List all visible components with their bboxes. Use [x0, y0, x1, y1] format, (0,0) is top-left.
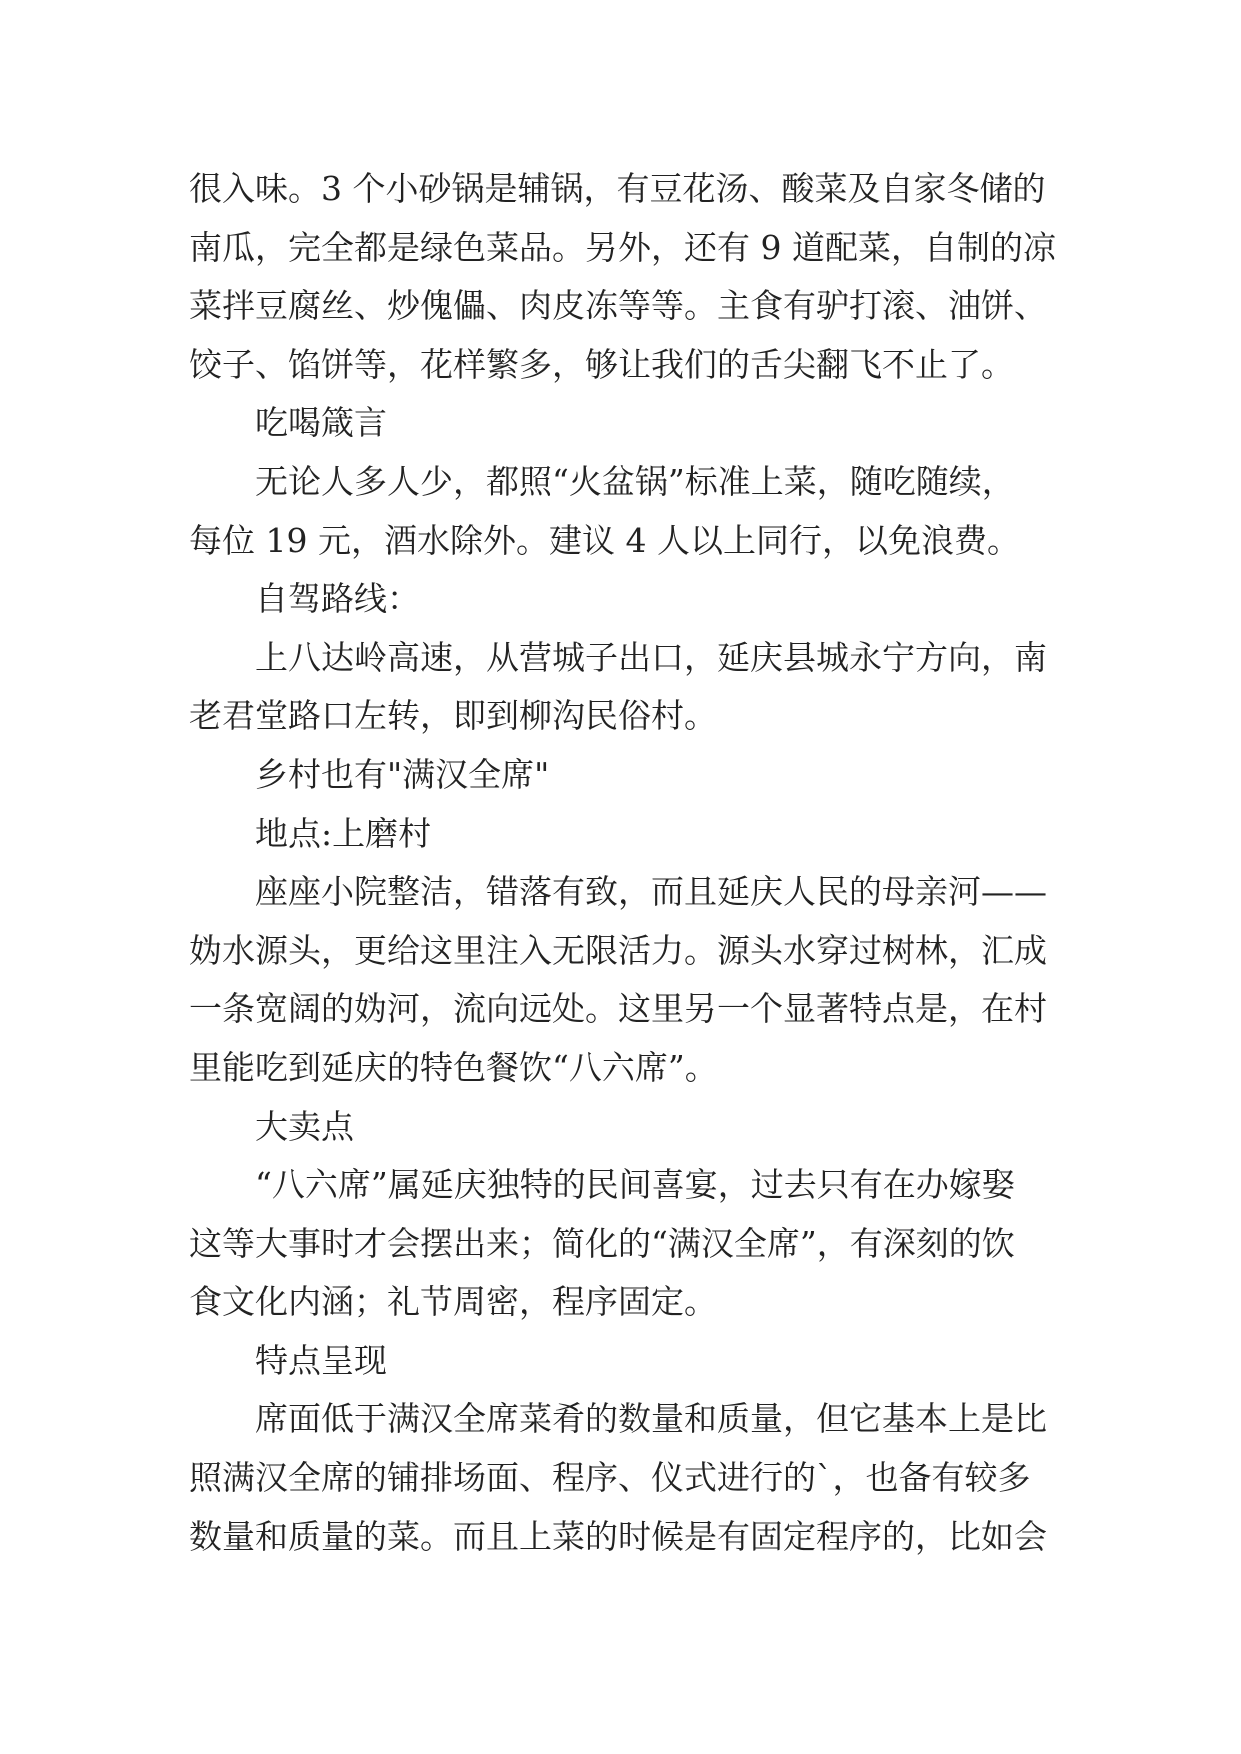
location-line: 地点:上磨村	[255, 813, 432, 853]
text-line: “八六席”属延庆独特的民间喜宴，过去只有在办嫁娶	[255, 1165, 1015, 1205]
text-line: 老君堂路口左转，即到柳沟民俗村。	[189, 696, 717, 736]
text-line: 南瓜，完全都是绿色菜品。另外，还有 9 道配菜，自制的凉	[189, 227, 1056, 267]
text-line: 很入味。3 个小砂锅是辅锅，有豆花汤、酸菜及自家冬储的	[189, 169, 1046, 208]
text-line: 席面低于满汉全席菜肴的数量和质量，但它基本上是比	[255, 1399, 1047, 1439]
section-heading: 吃喝箴言	[255, 403, 387, 443]
section-heading: 自驾路线：	[255, 579, 420, 619]
text-line: 这等大事时才会摆出来；简化的“满汉全席”，有深刻的饮	[189, 1223, 1015, 1263]
section-heading: 乡村也有"满汉全席"	[255, 754, 550, 794]
section-heading: 特点呈现	[255, 1340, 387, 1380]
document-body	[189, 160, 1069, 1566]
text-line: 妫水源头，更给这里注入无限活力。源头水穿过树林，汇成	[189, 930, 1047, 970]
section-heading: 大卖点	[255, 1106, 354, 1146]
text-line: 里能吃到延庆的特色餐饮“八六席”。	[189, 1047, 718, 1087]
text-line: 数量和质量的菜。而且上菜的时候是有固定程序的，比如会	[189, 1516, 1047, 1556]
text-line: 座座小院整洁，错落有致，而且延庆人民的母亲河——	[255, 872, 1047, 912]
text-line: 食文化内涵；礼节周密，程序固定。	[189, 1282, 717, 1322]
text-line: 照满汉全席的铺排场面、程序、仪式进行的`，也备有较多	[189, 1458, 1031, 1498]
text-line: 菜拌豆腐丝、炒傀儡、肉皮冻等等。主食有驴打滚、油饼、	[189, 286, 1047, 326]
text-line: 一条宽阔的妫河，流向远处。这里另一个显著特点是，在村	[189, 989, 1047, 1029]
text-line: 饺子、馅饼等，花样繁多，够让我们的舌尖翻飞不止了。	[189, 344, 1014, 384]
text-line: 上八达岭高速，从营城子出口，延庆县城永宁方向，南	[255, 637, 1047, 677]
text-line: 每位 19 元，酒水除外。建议 4 人以上同行，以免浪费。	[189, 520, 1020, 560]
text-line: 无论人多人少，都照“火盆锅”标准上菜，随吃随续，	[255, 461, 1015, 501]
